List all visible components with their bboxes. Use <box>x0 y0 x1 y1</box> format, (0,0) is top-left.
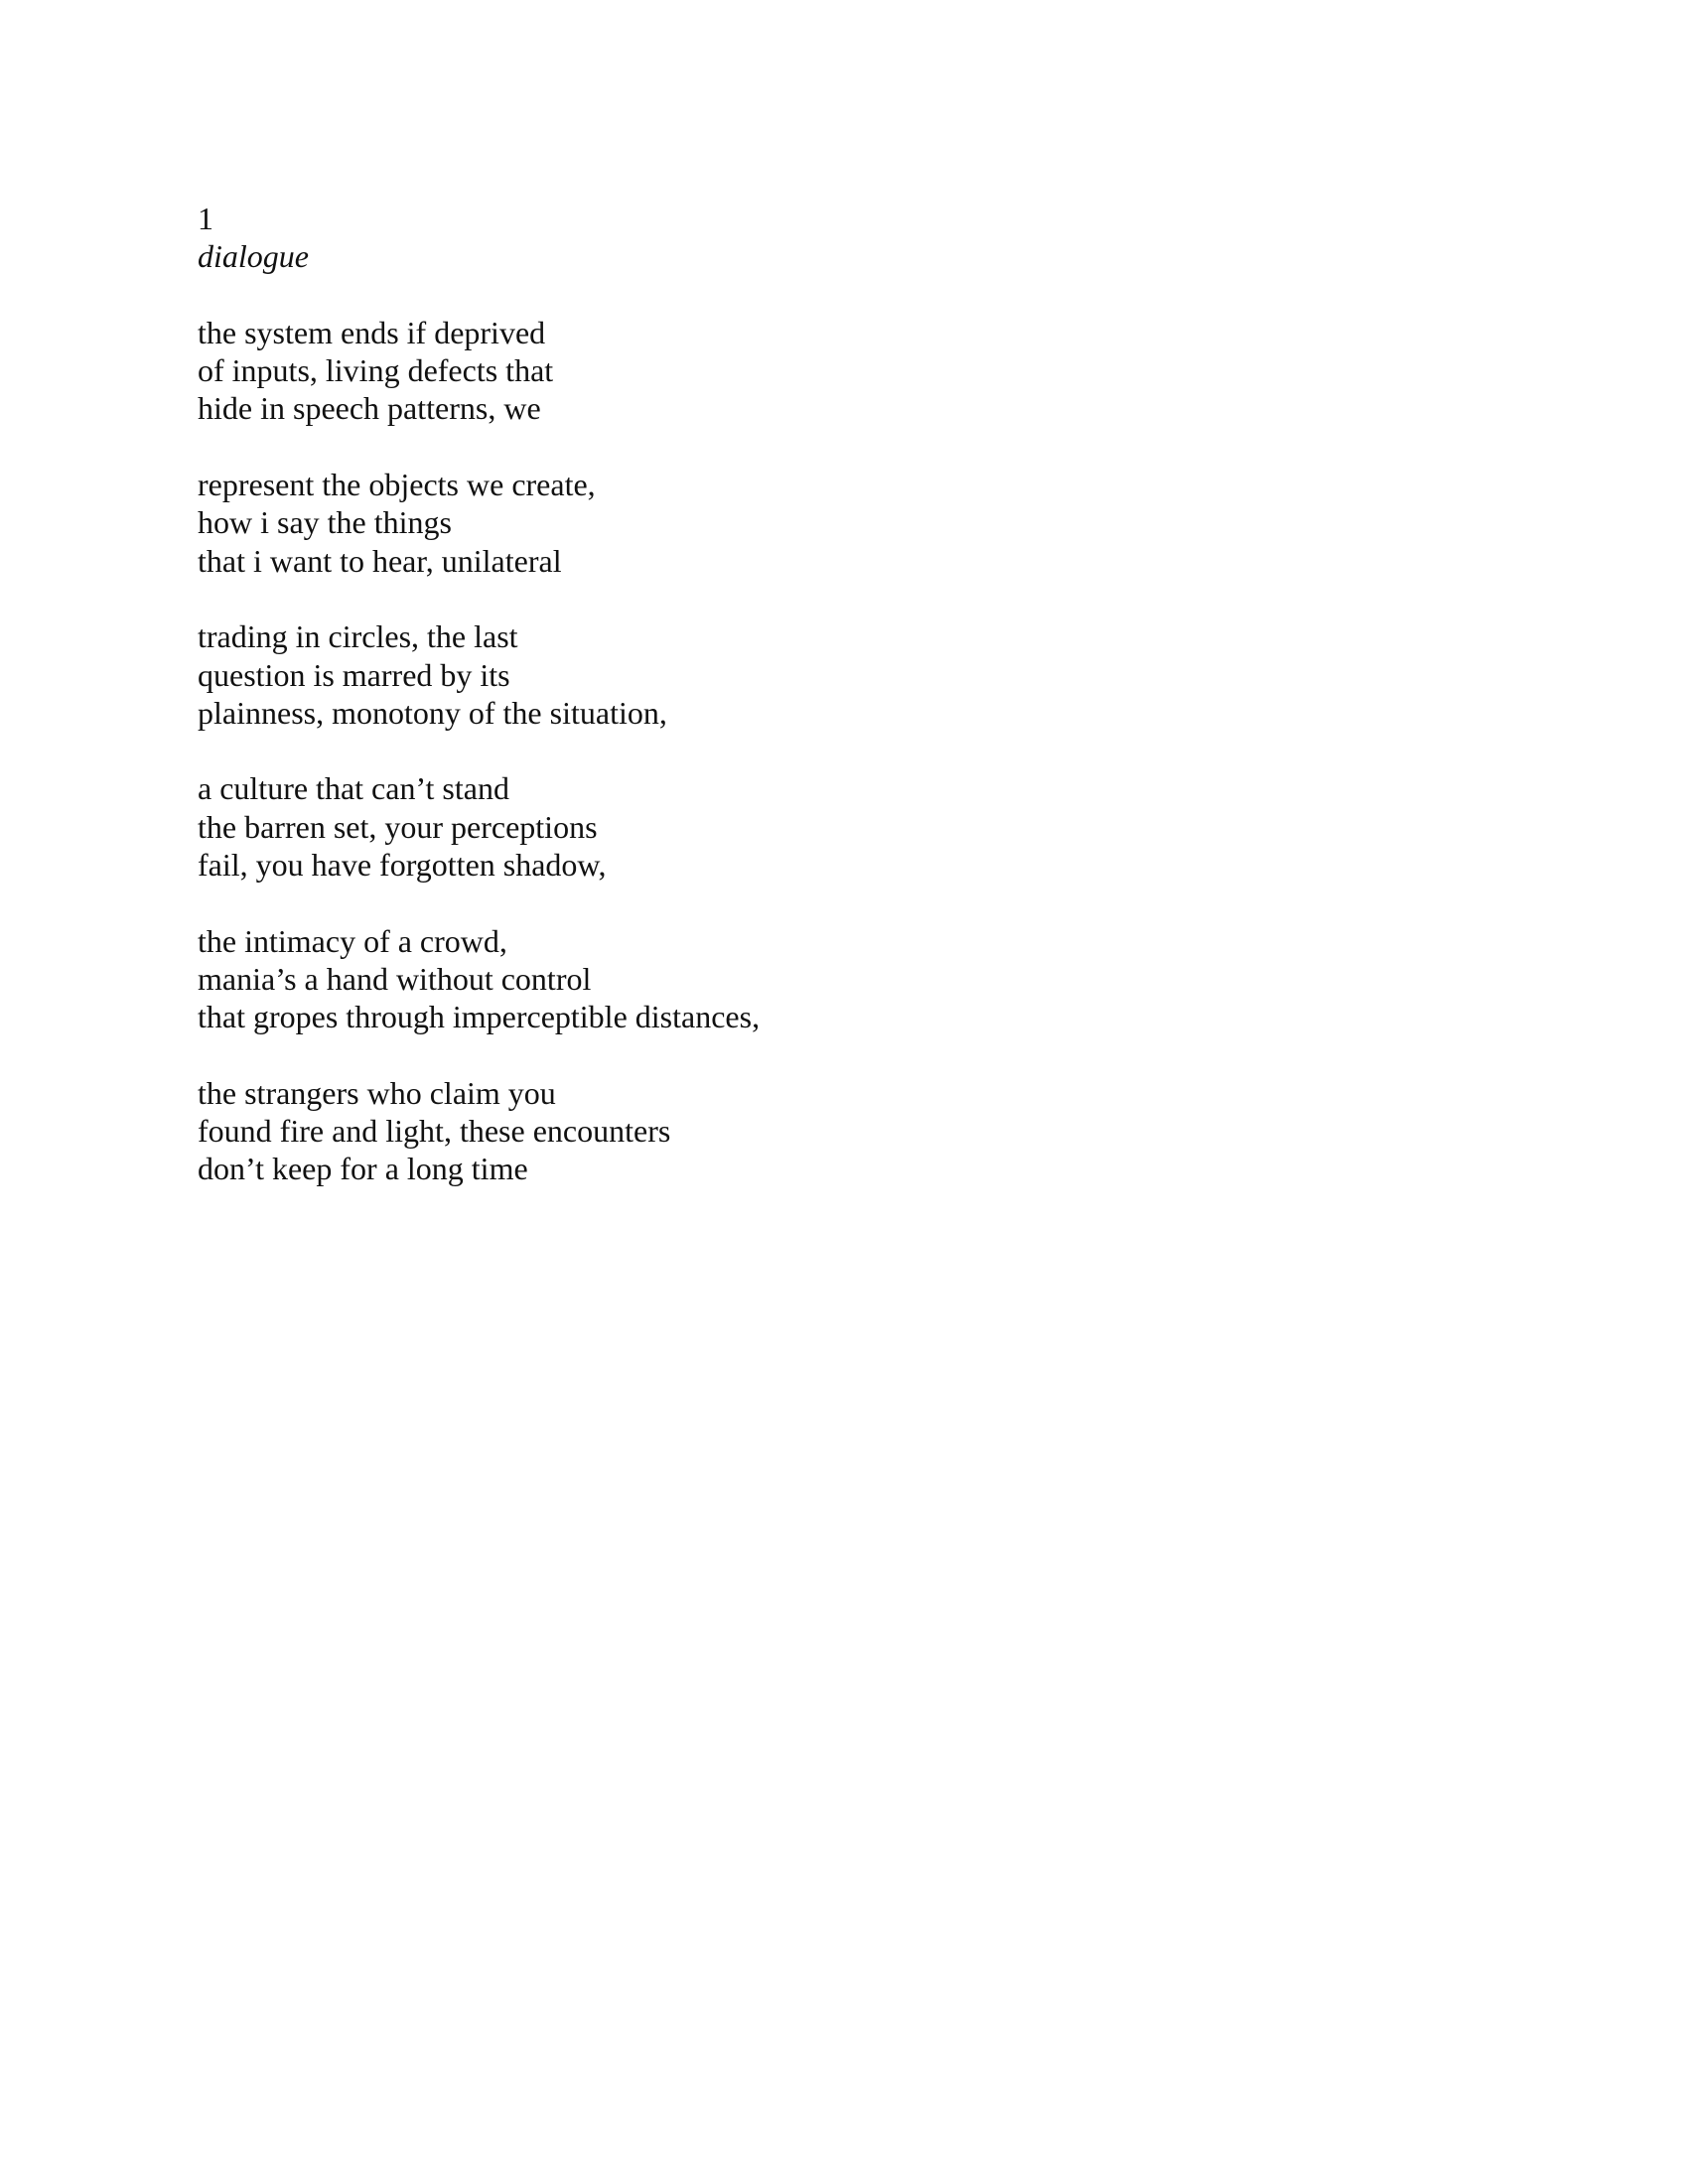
poem-line: a culture that can’t stand <box>198 770 509 807</box>
poem <box>198 200 760 1188</box>
poem-line: that i want to hear, unilateral <box>198 542 562 579</box>
poem-line: the barren set, your perceptions <box>198 808 598 845</box>
poem-number: 1 <box>198 201 213 236</box>
poem-line: represent the objects we create, <box>198 467 596 503</box>
poem-line: trading in circles, the last <box>198 618 518 655</box>
poem-line: the strangers who claim you <box>198 1074 556 1111</box>
poem-line: question is marred by its <box>198 656 510 693</box>
poem-line: the intimacy of a crowd, <box>198 922 507 959</box>
poem-line: plainness, monotony of the situation, <box>198 694 667 731</box>
poem-line: mania’s a hand without control <box>198 960 592 997</box>
poem-line: don’t keep for a long time <box>198 1151 528 1187</box>
stanza-6 <box>198 1074 760 1188</box>
poem-line: fail, you have forgotten shadow, <box>198 847 607 884</box>
poem-line: the system ends if deprived <box>198 314 546 350</box>
stanza-5 <box>198 922 760 1036</box>
poem-line: hide in speech patterns, we <box>198 390 541 427</box>
poem-line: how i say the things <box>198 504 452 541</box>
stanza-1 <box>198 314 760 428</box>
stanza-4 <box>198 769 760 884</box>
stanza-3 <box>198 617 760 732</box>
stanza-2 <box>198 466 760 580</box>
poem-line: found fire and light, these encounters <box>198 1113 671 1150</box>
poem-line: of inputs, living defects that <box>198 352 554 389</box>
poem-title: dialogue <box>198 238 309 275</box>
poem-line: that gropes through imperceptible distances, <box>198 999 761 1035</box>
